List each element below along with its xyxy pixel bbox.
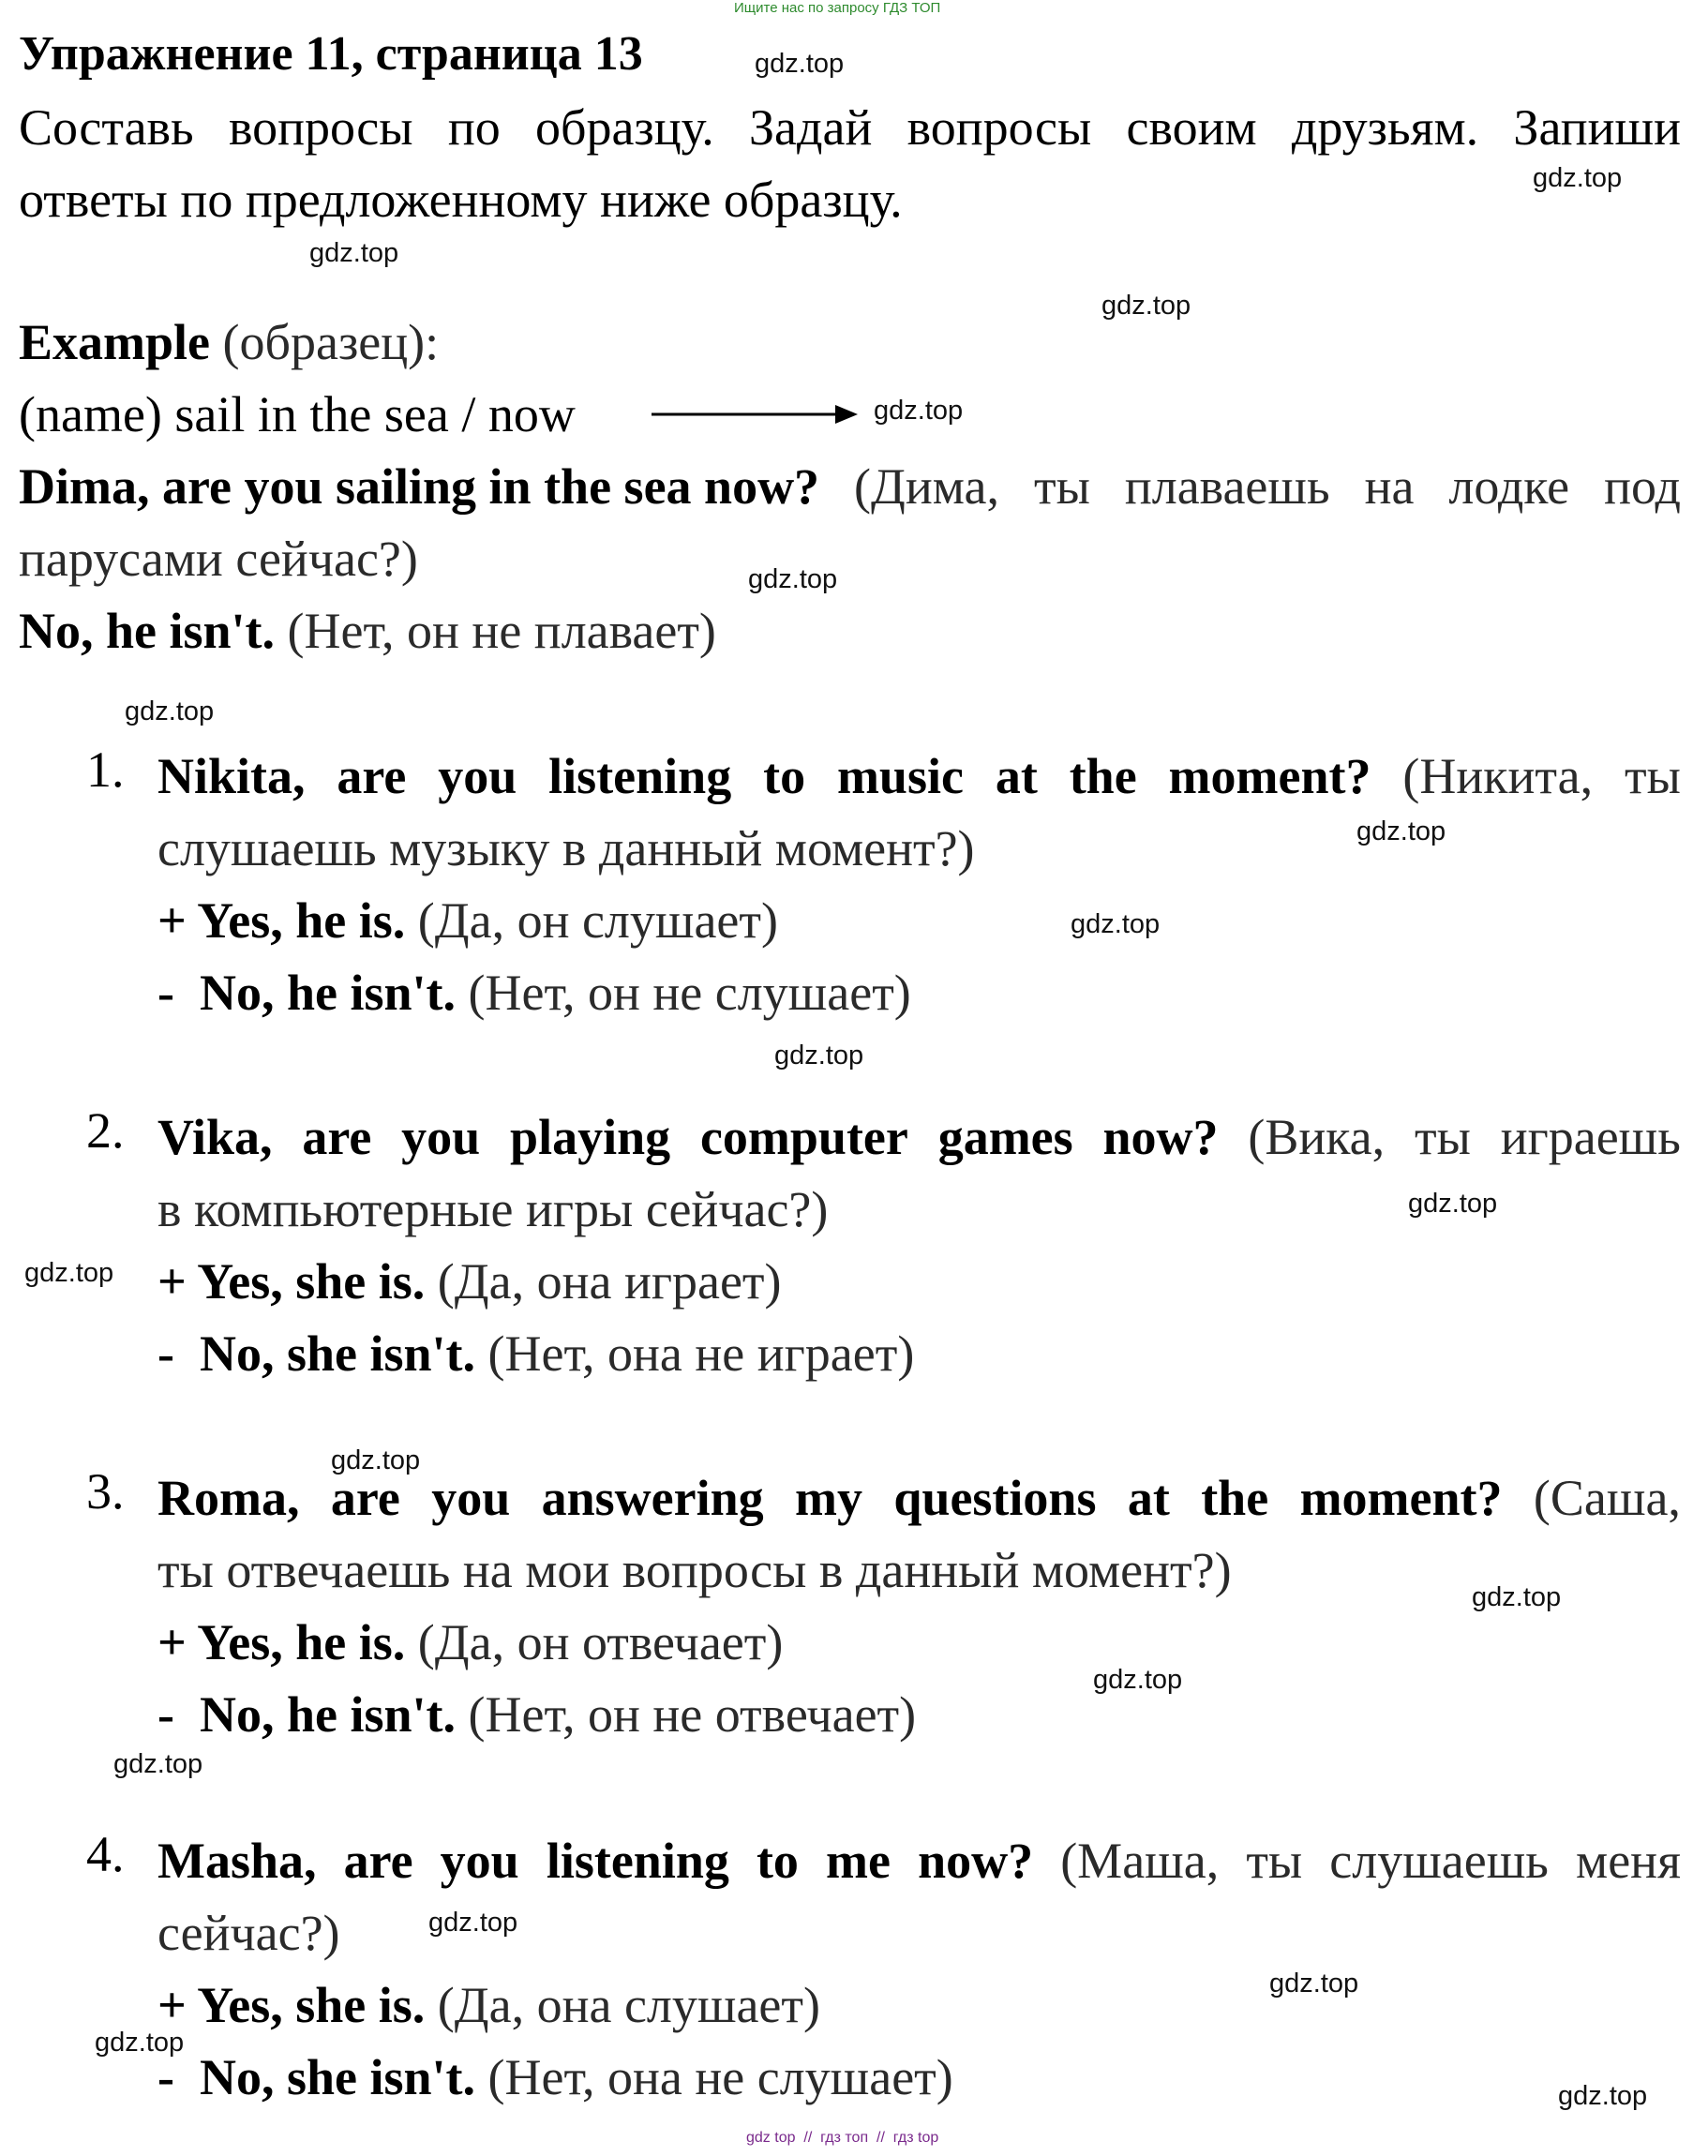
instruction-line-1: Составь вопросы по образцу. Задай вопросы своим друзьям. Запиши <box>19 99 1681 156</box>
watermark: gdz.top <box>748 564 838 594</box>
item-2-yes-answer: + Yes, she is. (Да, она играет) <box>157 1253 782 1310</box>
item-2-translation-line-2: в компьютерные игры сейчас?) <box>157 1181 829 1237</box>
item-3-no-answer: - No, he isn't. (Нет, он не отвечает) <box>157 1686 917 1743</box>
example-answer-ru: (Нет, он не плавает) <box>287 603 716 659</box>
footer-note: gdz top // гдз топ // гдз top <box>746 2130 939 2146</box>
item-4-number: 4. <box>86 1826 125 1882</box>
item-4-yes-answer: + Yes, she is. (Да, она слушает) <box>157 1977 820 2033</box>
item-3-translation-line-2: ты отвечаешь на мои вопросы в данный момент?) <box>157 1542 1232 1598</box>
item-4-question-line: Masha, are you listening to me now? (Маша, ты слушаешь меня <box>157 1833 1681 1889</box>
example-question: Dima, are you sailing in the sea now? <box>19 458 820 515</box>
item-2 <box>157 1101 1681 1390</box>
watermark: gdz.top <box>1101 291 1191 321</box>
watermark: gdz.top <box>1408 1189 1498 1219</box>
item-1 <box>157 741 1681 1029</box>
header-note: Ищите нас по запросу ГДЗ ТОП <box>734 0 941 16</box>
example-heading <box>19 307 1681 379</box>
watermark: gdz.top <box>874 396 964 426</box>
example-block <box>19 307 1681 667</box>
arrow-right-icon <box>652 403 860 426</box>
watermark: gdz.top <box>428 1908 518 1938</box>
example-label: Example <box>19 314 211 370</box>
watermark: gdz.top <box>24 1258 114 1288</box>
example-answer-line <box>19 595 1681 667</box>
watermark: gdz.top <box>125 696 215 726</box>
example-prompt: (name) sail in the sea / now <box>19 386 576 442</box>
item-4-translation-line-2: сейчас?) <box>157 1905 340 1961</box>
item-1-question-line: Nikita, are you listening to music at the moment? (Никита, ты <box>157 748 1681 804</box>
example-answer: No, he isn't. <box>19 603 276 659</box>
item-4-no-answer: - No, she isn't. (Нет, она не слушает) <box>157 2049 953 2105</box>
item-4 <box>157 1825 1681 2114</box>
watermark: gdz.top <box>309 238 399 268</box>
watermark: gdz.top <box>755 49 845 79</box>
instruction <box>19 92 1681 236</box>
watermark: gdz.top <box>1269 1969 1359 1999</box>
watermark: gdz.top <box>1356 816 1446 846</box>
page-title: Упражнение 11, страница 13 <box>19 27 643 81</box>
watermark: gdz.top <box>1533 163 1623 193</box>
example-question-line: Dima, are you sailing in the sea now? (Дима, ты плаваешь на лодке под <box>19 451 1681 523</box>
item-3-yes-answer: + Yes, he is. (Да, он отвечает) <box>157 1614 784 1670</box>
item-1-yes-answer: + Yes, he is. (Да, он слушает) <box>157 892 778 949</box>
item-3 <box>157 1462 1681 1751</box>
watermark: gdz.top <box>113 1749 203 1779</box>
watermark: gdz.top <box>1093 1665 1183 1695</box>
watermark: gdz.top <box>1071 909 1161 939</box>
watermark: gdz.top <box>331 1445 421 1475</box>
item-1-translation-line-2: слушаешь музыку в данный момент?) <box>157 820 975 876</box>
example-translation-line-2: парусами сейчас?) <box>19 531 418 587</box>
item-3-question-line: Roma, are you answering my questions at the moment? (Саша, <box>157 1470 1681 1526</box>
item-1-no-answer: - No, he isn't. (Нет, он не слушает) <box>157 965 911 1021</box>
item-1-number: 1. <box>86 741 125 798</box>
item-2-number: 2. <box>86 1102 125 1159</box>
watermark: gdz.top <box>774 1041 864 1071</box>
item-2-no-answer: - No, she isn't. (Нет, она не играет) <box>157 1325 915 1382</box>
instruction-line-2: ответы по предложенному ниже образцу. <box>19 172 903 228</box>
item-3-number: 3. <box>86 1463 125 1520</box>
watermark: gdz.top <box>1558 2081 1648 2111</box>
watermark: gdz.top <box>95 2028 185 2058</box>
watermark: gdz.top <box>1472 1582 1562 1612</box>
example-label-ru: (образец): <box>222 314 440 370</box>
item-2-question-line: Vika, are you playing computer games now? (Вика, ты играешь <box>157 1109 1681 1165</box>
